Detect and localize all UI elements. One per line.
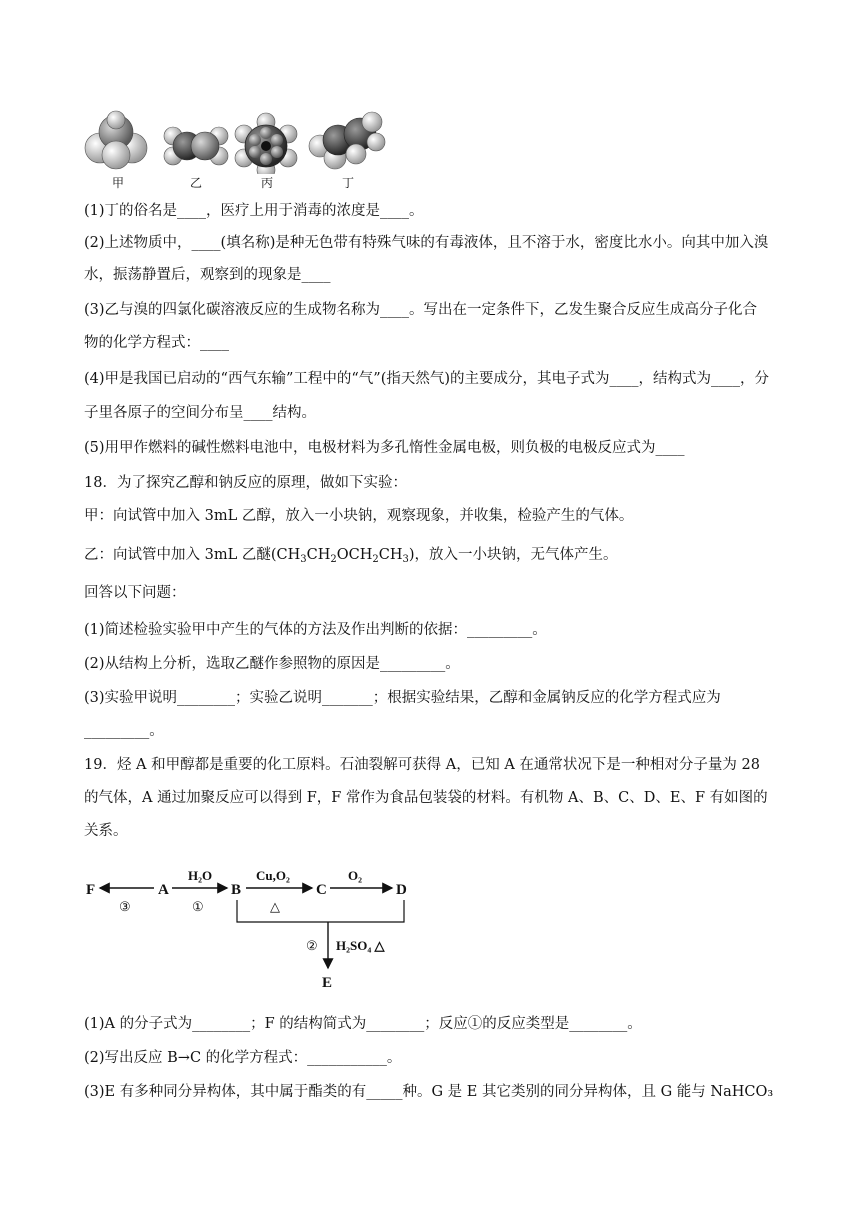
q17-part4-line2: 子里各原子的空间分布呈____结构。	[84, 405, 316, 421]
q17-part3-line2: 物的化学方程式：____	[84, 335, 229, 351]
q19-question2: (2)写出反应 B→C 的化学方程式：___________。	[84, 1050, 402, 1066]
q18-question1: (1)简述检验实验甲中产生的气体的方法及作出判断的依据：_________。	[84, 622, 547, 638]
q19-question1: (1)A 的分子式为________；F 的结构简式为________；反应①的反应类型是________。	[84, 1016, 642, 1032]
compound-F: F	[86, 882, 96, 898]
q19-line3: 关系。	[84, 823, 128, 839]
reaction-scheme-drawing	[84, 860, 424, 995]
q18-experiment-yi	[84, 545, 618, 565]
reaction-label-2: ②	[306, 938, 318, 953]
q17-part1: (1)丁的俗名是____，医疗上用于消毒的浓度是____。	[84, 203, 424, 219]
reagent-h2so4: H₂SO₄ △	[336, 938, 385, 953]
q19-line2: 的气体，A 通过加聚反应可以得到 F，F 常作为食品包装袋的材料。有机物 A、B、C、D、E、F 有如图的	[84, 790, 768, 806]
q18-question3-line2: _________。	[84, 723, 164, 739]
q18-title: 18．为了探究乙醇和钠反应的原理，做如下实验：	[84, 475, 407, 491]
molecule-label-yi: 乙	[190, 176, 203, 190]
condition-heat: △	[270, 899, 280, 914]
molecule-label-ding: 丁	[342, 176, 355, 190]
q18-yi-prefix: 乙：向试管中加入 3mL 乙醚(	[84, 547, 277, 563]
q18-question2: (2)从结构上分析，选取乙醚作参照物的原因是_________。	[84, 656, 460, 672]
ether-formula: $CH_3CH_2OCH_2CH_3$	[276, 547, 409, 565]
q17-part4-line1: (4)甲是我国已启动的“西气东输”工程中的“气”(指天然气)的主要成分，其电子式为____，结构式为____，分	[84, 371, 770, 387]
molecule-label-jia: 甲	[112, 176, 125, 190]
q18-answer-prompt: 回答以下问题：	[84, 585, 186, 601]
methane-model	[85, 111, 147, 169]
ethanol-model	[309, 112, 385, 169]
reaction-label-1: ①	[192, 899, 204, 914]
reagent-o2: O₂	[348, 868, 363, 883]
compound-E: E	[322, 975, 333, 991]
q18-yi-suffix: )，放入一小块钠，无气体产生。	[408, 547, 618, 563]
compound-D: D	[396, 882, 407, 898]
reaction-scheme	[84, 860, 424, 995]
reagent-h2o: H₂O	[188, 868, 213, 883]
benzene-model	[235, 113, 297, 174]
q17-part2-line1: (2)上述物质中，____(填名称)是种无色带有特殊气味的有毒液体，且不溶于水，密度比水小。向其中加入溴	[84, 235, 769, 251]
q17-part2-line2: 水，振荡静置后，观察到的现象是____	[84, 267, 331, 283]
molecule-models-figure	[80, 110, 390, 195]
q17-part3-line1: (3)乙与溴的四氯化碳溶液反应的生成物名称为____。写出在一定条件下，乙发生聚合反应生成高分子化合	[84, 302, 758, 318]
q18-experiment-jia: 甲：向试管中加入 3mL 乙醇，放入一小块钠，观察现象，并收集，检验产生的气体。	[84, 508, 634, 524]
molecule-models-drawing	[80, 110, 390, 174]
q19-question3: (3)E 有多种同分异构体，其中属于酯类的有_____种。G 是 E 其它类别的同分异构体，且 G 能与 NaHCO₃	[84, 1084, 774, 1100]
connector-B-D	[237, 900, 404, 922]
reaction-label-3: ③	[119, 899, 131, 914]
q19-line1: 19．烃 A 和甲醇都是重要的化工原料。石油裂解可获得 A，已知 A 在通常状况下是一种相对分子量为 28	[84, 757, 760, 773]
molecule-label-bing: 丙	[261, 176, 274, 190]
q17-part5: (5)用甲作燃料的碱性燃料电池中，电极材料为多孔惰性金属电极，则负极的电极反应式为____	[84, 440, 685, 456]
reagent-cu-o2: Cu,O₂	[256, 868, 290, 883]
compound-A: A	[158, 882, 169, 898]
q18-question3-line1: (3)实验甲说明________；实验乙说明_______；根据实验结果，乙醇和金属钠反应的化学方程式应为	[84, 690, 721, 706]
ethylene-model	[164, 127, 228, 165]
compound-C: C	[316, 882, 327, 898]
compound-B: B	[231, 882, 242, 898]
